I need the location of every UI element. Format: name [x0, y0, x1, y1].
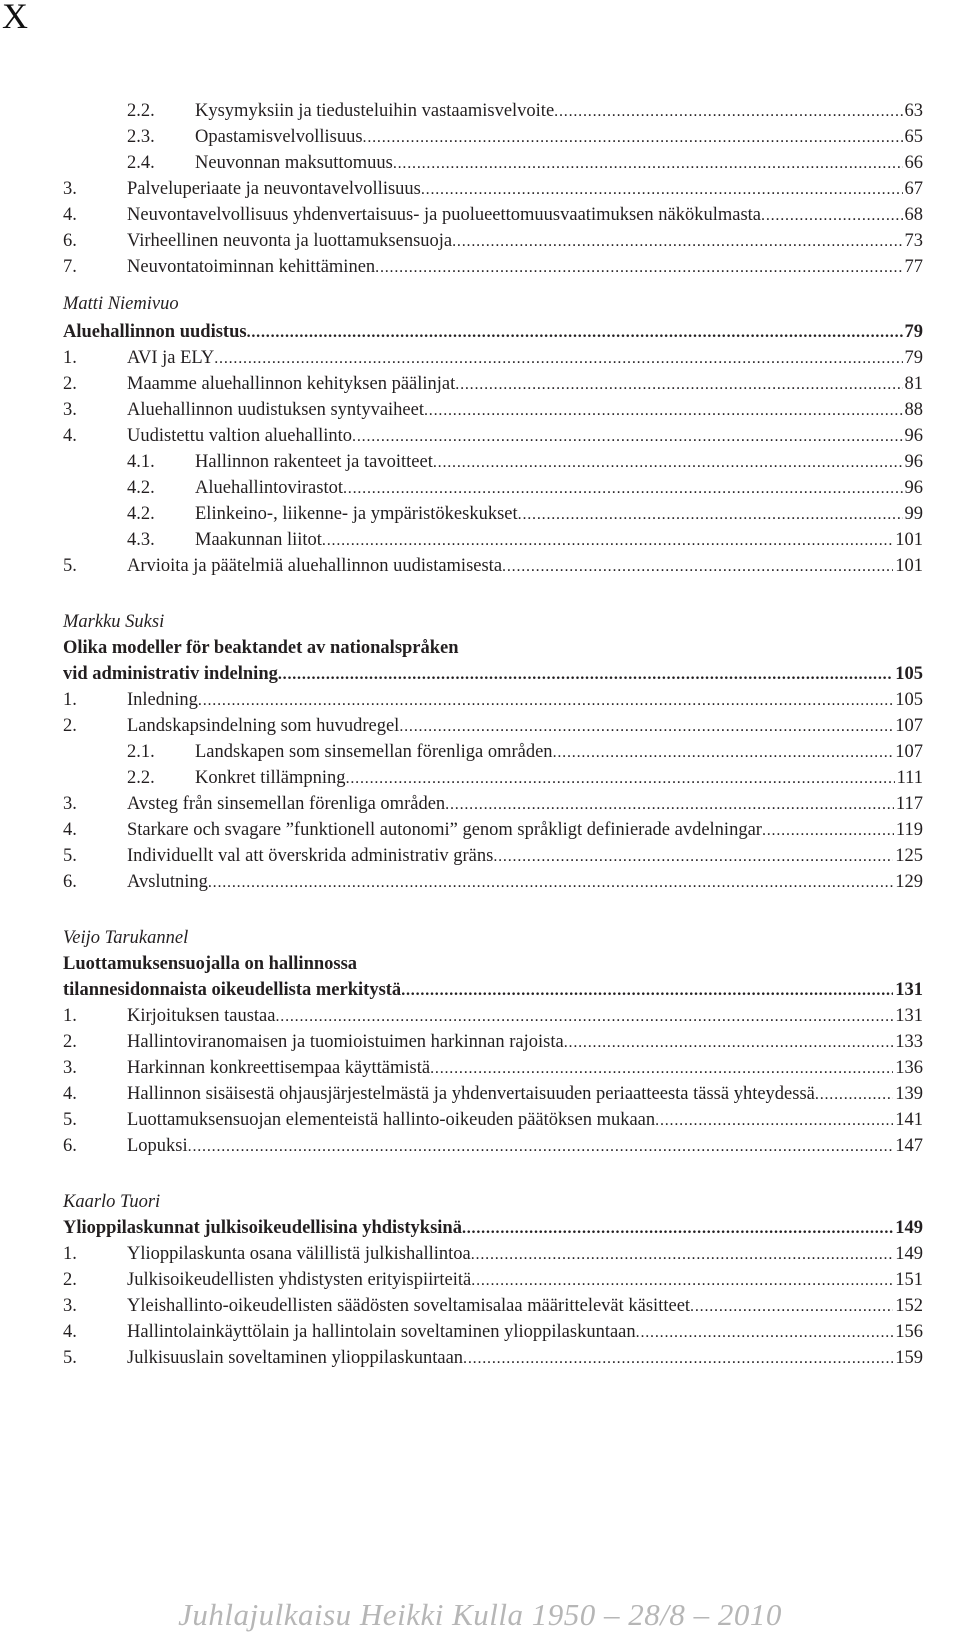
dot-leader	[363, 123, 903, 152]
section-heading-line: Luottamuksensuojalla on hallinnossa	[63, 954, 358, 974]
dot-leader	[463, 1344, 893, 1373]
entry-title: Maakunnan liitot	[195, 530, 322, 550]
page-number: 77	[904, 257, 923, 277]
entry-title: Aluehallinnon uudistus	[63, 322, 247, 342]
author-name: Matti Niemivuo	[63, 294, 179, 314]
dot-leader	[343, 474, 903, 503]
entry-body	[195, 500, 923, 529]
entry-title: Konkret tillämpning	[195, 768, 346, 788]
entry-body	[195, 149, 923, 178]
entry-number: 1.	[63, 1006, 77, 1026]
toc-entry[interactable]	[0, 97, 960, 125]
toc-entry[interactable]	[0, 500, 960, 528]
dot-leader	[188, 1132, 894, 1161]
entry-number: 4.	[63, 1084, 77, 1104]
entry-body	[127, 175, 923, 204]
entry-number: 4.2.	[127, 504, 155, 524]
author-name: Veijo Tarukannel	[63, 928, 189, 948]
dot-leader	[322, 526, 893, 555]
toc-entry[interactable]	[0, 123, 960, 151]
toc-entry[interactable]	[0, 526, 960, 554]
entry-title: Palveluperiaate ja neuvontavelvollisuus	[127, 179, 421, 199]
dot-leader	[655, 1106, 893, 1135]
author-name: Markku Suksi	[63, 612, 165, 632]
entry-body	[127, 344, 923, 373]
dot-leader	[275, 1002, 893, 1031]
entry-number: 3.	[63, 1296, 77, 1316]
entry-title: Hallinnon rakenteet ja tavoitteet	[195, 452, 433, 472]
entry-number: 5.	[63, 556, 77, 576]
dot-leader	[502, 552, 893, 581]
page-number: 152	[895, 1296, 923, 1316]
entry-number: 3.	[63, 400, 77, 420]
entry-body	[127, 552, 923, 581]
page-number: 73	[904, 231, 923, 251]
entry-body	[127, 1054, 923, 1083]
toc-entry[interactable]	[0, 227, 960, 255]
entry-body	[195, 764, 923, 793]
toc-entry[interactable]	[0, 396, 960, 424]
entry-title: Harkinnan konkreettisempaa käyttämistä	[127, 1058, 431, 1078]
dot-leader	[424, 396, 903, 425]
entry-number: 1.	[63, 348, 77, 368]
toc-entry[interactable]	[0, 1240, 960, 1268]
toc-entry[interactable]	[0, 790, 960, 818]
entry-body	[63, 976, 923, 1005]
dot-leader	[452, 227, 902, 256]
dot-leader	[433, 448, 903, 477]
entry-body	[63, 1214, 923, 1243]
entry-number: 4.	[63, 426, 77, 446]
page-number: 79	[904, 322, 923, 342]
page-number: 101	[895, 530, 923, 550]
entry-body	[127, 686, 923, 715]
page-number: 136	[895, 1058, 923, 1078]
entry-number: 4.	[63, 820, 77, 840]
entry-number: 2.	[63, 1270, 77, 1290]
page-number: 79	[904, 348, 923, 368]
toc-entry[interactable]	[0, 842, 960, 870]
page-number: 129	[895, 872, 923, 892]
entry-title: Hallintoviranomaisen ja tuomioistuimen harkinnan rajoista	[127, 1032, 564, 1052]
page-number: 125	[895, 846, 923, 866]
dot-leader	[761, 201, 902, 230]
toc-entry[interactable]	[0, 149, 960, 177]
dot-leader	[346, 764, 895, 793]
entry-number: 2.2.	[127, 101, 155, 121]
entry-number: 2.	[63, 374, 77, 394]
toc-entry[interactable]	[0, 1028, 960, 1056]
entry-title: Ylioppilaskunnat julkisoikeudellisina yhdistyksinä	[63, 1218, 462, 1238]
page-number: 65	[904, 127, 923, 147]
entry-body	[195, 448, 923, 477]
page-number: 149	[895, 1244, 923, 1264]
toc-entry[interactable]	[0, 1266, 960, 1294]
entry-body	[127, 790, 923, 819]
page-number: 107	[895, 716, 923, 736]
entry-number: 3.	[63, 1058, 77, 1078]
entry-title: Yleishallinto-oikeudellisten säädösten soveltamisalaa määrittelevät käsitteet	[127, 1296, 691, 1316]
entry-number: 4.3.	[127, 530, 155, 550]
page-number: 63	[904, 101, 923, 121]
entry-title: Lopuksi	[127, 1136, 188, 1156]
entry-body	[127, 201, 923, 230]
entry-number: 5.	[63, 1110, 77, 1130]
entry-number: 4.2.	[127, 478, 155, 498]
entry-title: Julkisoikeudellisten yhdistysten erityispiirteitä	[127, 1270, 472, 1290]
page-number: 105	[895, 690, 923, 710]
entry-number: 5.	[63, 1348, 77, 1368]
entry-body	[127, 253, 923, 282]
toc-entry[interactable]	[0, 686, 960, 714]
entry-title: Luottamuksensuojan elementeistä hallinto-oikeuden päätöksen mukaan	[127, 1110, 656, 1130]
entry-title: Hallinnon sisäisestä ohjausjärjestelmästä ja yhdenvertaisuuden periaatteesta tässä yhteydessä	[127, 1084, 815, 1104]
toc-entry[interactable]	[0, 474, 960, 502]
section-heading[interactable]	[0, 1214, 960, 1242]
entry-title: Individuellt val att överskrida administrativ gräns	[127, 846, 494, 866]
page-number: 133	[895, 1032, 923, 1052]
entry-title: Neuvonnan maksuttomuus	[195, 153, 393, 173]
author-name: Kaarlo Tuori	[63, 1192, 161, 1212]
dot-leader	[493, 842, 893, 871]
entry-number: 2.4.	[127, 153, 155, 173]
dot-leader	[430, 1054, 893, 1083]
entry-number: 2.1.	[127, 742, 155, 762]
entry-title: Starkare och svagare ”funktionell autonomi” genom språkligt definierade avdelningar	[127, 820, 762, 840]
dot-leader	[399, 712, 893, 741]
entry-title: Neuvontatoiminnan kehittäminen	[127, 257, 376, 277]
toc-entry[interactable]	[0, 344, 960, 372]
dot-leader	[554, 97, 902, 126]
entry-number: 1.	[63, 1244, 77, 1264]
toc-entry[interactable]	[0, 1106, 960, 1134]
dot-leader	[208, 868, 893, 897]
section-heading[interactable]	[0, 318, 960, 346]
entry-body	[127, 370, 923, 399]
entry-title: Opastamisvelvollisuus	[195, 127, 363, 147]
dot-leader	[278, 660, 893, 689]
entry-body	[127, 227, 923, 256]
section-heading[interactable]	[0, 976, 960, 1004]
dot-leader	[247, 318, 903, 347]
dot-leader	[214, 344, 902, 373]
page-number: 149	[895, 1218, 923, 1238]
toc-entry[interactable]	[0, 1292, 960, 1320]
toc-entry[interactable]	[0, 175, 960, 203]
toc-entry[interactable]	[0, 1132, 960, 1160]
entry-body	[127, 1002, 923, 1031]
toc-entry[interactable]	[0, 370, 960, 398]
dot-leader	[564, 1028, 894, 1057]
entry-body	[127, 422, 923, 451]
toc-entry[interactable]	[0, 712, 960, 740]
dot-leader	[518, 500, 903, 529]
entry-title: Julkisuuslain soveltaminen ylioppilaskuntaan	[127, 1348, 464, 1368]
entry-number: 6.	[63, 872, 77, 892]
page-number: 99	[904, 504, 923, 524]
entry-body	[127, 1292, 923, 1321]
page-number: 131	[895, 980, 923, 1000]
entry-title: Aluehallintovirastot	[195, 478, 343, 498]
entry-title: Elinkeino-, liikenne- ja ympäristökeskukset	[195, 504, 518, 524]
entry-title: Neuvontavelvollisuus yhdenvertaisuus- ja puolueettomuusvaatimuksen näkökulmasta	[127, 205, 762, 225]
dot-leader	[375, 253, 902, 282]
section-heading-line: Olika modeller för beaktandet av nationalspråken	[63, 638, 459, 658]
toc-entry[interactable]	[0, 1054, 960, 1082]
entry-body	[127, 396, 923, 425]
entry-body	[63, 660, 923, 689]
toc-entry[interactable]	[0, 1002, 960, 1030]
page-number: 88	[904, 400, 923, 420]
entry-body	[127, 1266, 923, 1295]
entry-number: 2.3.	[127, 127, 155, 147]
toc-entry[interactable]	[0, 764, 960, 792]
entry-number: 2.2.	[127, 768, 155, 788]
dot-leader	[815, 1080, 893, 1109]
entry-body	[127, 1318, 923, 1347]
entry-title: Avslutning	[127, 872, 208, 892]
dot-leader	[471, 1240, 894, 1269]
dot-leader	[636, 1318, 894, 1347]
entry-title: Landskapsindelning som huvudregel	[127, 716, 400, 736]
entry-title: Hallintolainkäyttölain ja hallintolain soveltaminen ylioppilaskuntaan	[127, 1322, 636, 1342]
entry-title: Virheellinen neuvonta ja luottamuksensuoja	[127, 231, 453, 251]
dot-leader	[393, 149, 903, 178]
entry-number: 7.	[63, 257, 77, 277]
toc-entry[interactable]	[0, 253, 960, 281]
entry-number: 6.	[63, 1136, 77, 1156]
page-number: 107	[895, 742, 923, 762]
entry-body	[127, 1080, 923, 1109]
close-icon[interactable]: X	[2, 0, 28, 36]
toc-entry[interactable]	[0, 422, 960, 450]
page-number: 96	[904, 478, 923, 498]
entry-body	[195, 97, 923, 126]
entry-title: Kirjoituksen taustaa	[127, 1006, 276, 1026]
page-number: 147	[895, 1136, 923, 1156]
entry-body	[127, 1240, 923, 1269]
entry-number: 3.	[63, 794, 77, 814]
entry-body	[63, 318, 923, 347]
entry-number: 4.1.	[127, 452, 155, 472]
entry-title: Inledning	[127, 690, 198, 710]
page-number: 68	[904, 205, 923, 225]
entry-body	[127, 1106, 923, 1135]
page-number: 119	[895, 820, 923, 840]
entry-number: 5.	[63, 846, 77, 866]
entry-body	[127, 842, 923, 871]
entry-title: Kysymyksiin ja tiedusteluihin vastaamisvelvoite	[195, 101, 555, 121]
page-number: 159	[895, 1348, 923, 1368]
page-number: 101	[895, 556, 923, 576]
entry-body	[127, 1344, 923, 1373]
toc-entry[interactable]	[0, 448, 960, 476]
entry-number: 2.	[63, 716, 77, 736]
page-number: 139	[895, 1084, 923, 1104]
entry-number: 1.	[63, 690, 77, 710]
page-number: 105	[895, 664, 923, 684]
entry-title: Avsteg från sinsemellan förenliga områden	[127, 794, 446, 814]
page-number: 117	[895, 794, 923, 814]
toc-entry[interactable]	[0, 201, 960, 229]
dot-leader	[553, 738, 894, 767]
entry-body	[127, 1132, 923, 1161]
entry-title: tilannesidonnaista oikeudellista merkitystä	[63, 980, 402, 1000]
entry-body	[195, 738, 923, 767]
page-number: 81	[904, 374, 923, 394]
entry-body	[127, 712, 923, 741]
page-number: 111	[896, 768, 923, 788]
entry-body	[127, 1028, 923, 1057]
entry-number: 2.	[63, 1032, 77, 1052]
dot-leader	[471, 1266, 893, 1295]
page-number: 156	[895, 1322, 923, 1342]
entry-title: Ylioppilaskunta osana välillistä julkishallintoa	[127, 1244, 471, 1264]
entry-body	[127, 816, 923, 845]
entry-number: 4.	[63, 205, 77, 225]
toc-entry[interactable]	[0, 738, 960, 766]
entry-title: vid administrativ indelning	[63, 664, 278, 684]
entry-body	[195, 474, 923, 503]
dot-leader	[462, 1214, 893, 1243]
entry-title: Uudistettu valtion aluehallinto	[127, 426, 353, 446]
page-footer: Juhlajulkaisu Heikki Kulla 1950 – 28/8 – 2010	[178, 1597, 782, 1632]
page-number: 151	[895, 1270, 923, 1290]
dot-leader	[401, 976, 893, 1005]
dot-leader	[455, 370, 902, 399]
entry-title: Landskapen som sinsemellan förenliga områden	[195, 742, 553, 762]
toc-entry[interactable]	[0, 816, 960, 844]
entry-body	[195, 526, 923, 555]
dot-leader	[445, 790, 894, 819]
toc-entry[interactable]	[0, 1318, 960, 1346]
dot-leader	[421, 175, 903, 204]
entry-title: Aluehallinnon uudistuksen syntyvaiheet	[127, 400, 424, 420]
dot-leader	[198, 686, 893, 715]
toc-entry[interactable]	[0, 552, 960, 580]
toc-entry[interactable]	[0, 1080, 960, 1108]
entry-number: 3.	[63, 179, 77, 199]
toc-entry[interactable]	[0, 1344, 960, 1372]
entry-number: 4.	[63, 1322, 77, 1342]
page-number: 66	[904, 153, 923, 173]
page-number: 96	[904, 426, 923, 446]
page-number: 67	[904, 179, 923, 199]
entry-title: Maamme aluehallinnon kehityksen päälinjat	[127, 374, 456, 394]
entry-body	[195, 123, 923, 152]
dot-leader	[352, 422, 902, 451]
section-heading[interactable]	[0, 660, 960, 688]
page-number: 96	[904, 452, 923, 472]
dot-leader	[690, 1292, 893, 1321]
page-number: 141	[895, 1110, 923, 1130]
page-number: 131	[895, 1006, 923, 1026]
toc-entry[interactable]	[0, 868, 960, 896]
entry-body	[127, 868, 923, 897]
entry-title: Arvioita ja päätelmiä aluehallinnon uudistamisesta	[127, 556, 503, 576]
entry-title: AVI ja ELY	[127, 348, 215, 368]
entry-number: 6.	[63, 231, 77, 251]
dot-leader	[762, 816, 894, 845]
